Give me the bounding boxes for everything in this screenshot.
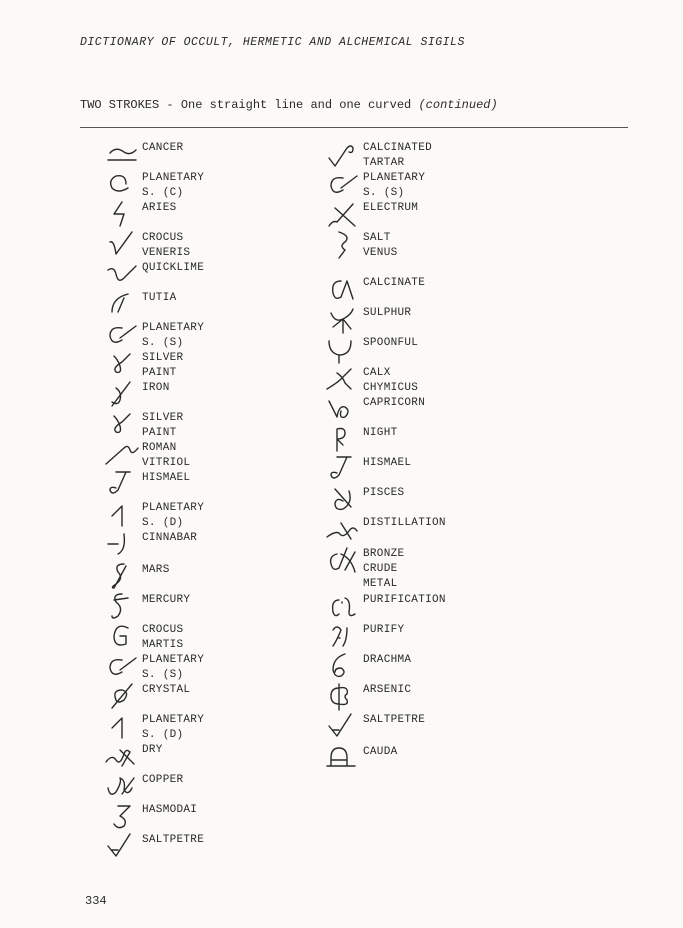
- sigil-label: CINNABAR: [142, 532, 198, 544]
- purify-sigil-icon: [323, 620, 363, 650]
- sigil-entry: [102, 620, 183, 653]
- sigil-entry: [102, 228, 190, 261]
- sigil-entry: [323, 228, 398, 261]
- calcinated-tartar-sigil-icon: [323, 138, 363, 168]
- sigil-entry: [102, 168, 204, 201]
- sigil-label: PURIFICATION: [363, 594, 446, 606]
- sigil-entry: [102, 408, 183, 441]
- sigil-label: MERCURY: [142, 594, 191, 606]
- sigil-label: CROCUS MARTIS: [142, 624, 184, 651]
- planetary-s-sigil-icon: [102, 650, 142, 680]
- spoonful-sigil-icon: [323, 333, 363, 363]
- dry-sigil-icon: [102, 740, 142, 770]
- sigil-label: ROMAN VITRIOL: [142, 442, 191, 469]
- drachma-sigil-icon: [323, 650, 363, 680]
- subheading-continued: (continued): [418, 98, 498, 112]
- sigil-entry: [323, 198, 418, 228]
- sigil-entry: [323, 453, 411, 483]
- planetary-d-sigil-icon: [102, 710, 142, 740]
- sigil-label: DRY: [142, 744, 163, 756]
- sigil-entry: [102, 740, 163, 770]
- sigil-label: SILVER PAINT: [142, 412, 184, 439]
- crystal-sigil-icon: [102, 680, 142, 710]
- sulphur-sigil-icon: [323, 303, 363, 333]
- sigil-entry: [323, 303, 411, 333]
- purification-sigil-icon: [323, 590, 363, 620]
- iron-sigil-icon: [102, 378, 142, 408]
- saltpetre-sigil-icon: [102, 830, 142, 860]
- sigil-label: SULPHUR: [363, 307, 412, 319]
- sigil-entry: [102, 468, 190, 498]
- subheading-text: TWO STROKES - One straight line and one curved: [80, 98, 419, 112]
- aries-sigil-icon: [102, 198, 142, 228]
- mars-sigil-icon: [102, 560, 142, 590]
- sigil-label: CALX CHYMICUS: [363, 367, 419, 394]
- planetary-s-sigil-icon: [323, 168, 363, 198]
- sigil-entry: [102, 198, 177, 228]
- sigil-label: HISMAEL: [363, 457, 412, 469]
- electrum-sigil-icon: [323, 198, 363, 228]
- sigil-entry: [323, 483, 404, 513]
- sigil-entry: [323, 333, 418, 363]
- sigil-entry: [323, 363, 418, 396]
- bronze-sigil-icon: [323, 544, 363, 574]
- sigil-label: PLANETARY S. (D): [142, 714, 205, 741]
- sigil-entry: [323, 650, 411, 680]
- sigil-entry: [323, 590, 446, 620]
- crocus-veneris-sigil-icon: [102, 228, 142, 258]
- sigil-entry: [102, 590, 190, 620]
- sigil-entry: [102, 680, 190, 710]
- sigil-label: PLANETARY S. (S): [142, 322, 205, 349]
- cancer-sigil-icon: [102, 138, 142, 168]
- sigil-label: HASMODAI: [142, 804, 198, 816]
- sigil-label: SALTPETRE: [363, 714, 426, 726]
- pisces-sigil-icon: [323, 483, 363, 513]
- sigil-entry: [323, 742, 398, 772]
- sigil-label: CANCER: [142, 142, 184, 154]
- sigil-label: PLANETARY S. (S): [142, 654, 205, 681]
- sigil-entry: [102, 710, 204, 743]
- sigil-entry: [102, 258, 204, 288]
- capricorn-sigil-icon: [323, 393, 363, 423]
- sigil-label: PISCES: [363, 487, 405, 499]
- sigil-entry: [323, 423, 398, 453]
- sigil-label: NIGHT: [363, 427, 398, 439]
- sigil-label: QUICKLIME: [142, 262, 205, 274]
- sigil-entry: [102, 650, 204, 683]
- calcinate-sigil-icon: [323, 273, 363, 303]
- sigil-entry: [102, 438, 190, 471]
- tutia-sigil-icon: [102, 288, 142, 318]
- sigil-entry: [102, 138, 183, 168]
- cinnabar-sigil-icon: [102, 528, 142, 558]
- sigil-label: CROCUS VENERIS: [142, 232, 191, 259]
- section-subheading: [80, 98, 498, 112]
- arsenic-sigil-icon: [323, 680, 363, 710]
- sigil-label: SILVER PAINT: [142, 352, 184, 379]
- sigil-label: PLANETARY S. (S): [363, 172, 426, 199]
- sigil-label: PLANETARY S. (C): [142, 172, 205, 199]
- quicklime-sigil-icon: [102, 258, 142, 288]
- sigil-label: SALT VENUS: [363, 232, 398, 259]
- sigil-label: PURIFY: [363, 624, 405, 636]
- sigil-label: BRONZE CRUDE METAL: [363, 548, 405, 590]
- sigil-entry: [323, 273, 425, 303]
- calx-chymicus-sigil-icon: [323, 363, 363, 393]
- sigil-label: CAPRICORN: [363, 397, 426, 409]
- sigil-entry: [102, 560, 170, 590]
- sigil-entry: [102, 800, 197, 830]
- sigil-label: DRACHMA: [363, 654, 412, 666]
- sigil-entry: [102, 498, 204, 531]
- sigil-entry: [323, 393, 425, 423]
- silver-paint-sigil-icon: [102, 348, 142, 378]
- sigil-label: CRYSTAL: [142, 684, 191, 696]
- distillation-sigil-icon: [323, 513, 363, 543]
- sigil-label: ARIES: [142, 202, 177, 214]
- horizontal-rule: [80, 127, 628, 128]
- sigil-label: CAUDA: [363, 746, 398, 758]
- roman-vitriol-sigil-icon: [102, 438, 142, 468]
- sigil-label: ARSENIC: [363, 684, 412, 696]
- sigil-entry: [102, 288, 177, 318]
- sigil-label: SPOONFUL: [363, 337, 419, 349]
- sigil-entry: [102, 770, 183, 800]
- sigil-label: PLANETARY S. (D): [142, 502, 205, 529]
- crocus-martis-sigil-icon: [102, 620, 142, 650]
- cauda-sigil-icon: [323, 742, 363, 772]
- sigil-entry: [102, 830, 204, 860]
- silver-paint-sigil-icon: [102, 408, 142, 438]
- running-header: DICTIONARY OF OCCULT, HERMETIC AND ALCHEMICAL SIGILS: [80, 36, 465, 49]
- night-sigil-icon: [323, 423, 363, 453]
- sigil-entry: [102, 318, 204, 351]
- sigil-label: TUTIA: [142, 292, 177, 304]
- sigil-label: CALCINATED TARTAR: [363, 142, 433, 169]
- sigil-label: SALTPETRE: [142, 834, 205, 846]
- sigil-entry: [323, 710, 425, 740]
- planetary-c-sigil-icon: [102, 168, 142, 198]
- sigil-entry: [102, 378, 170, 408]
- page-number: 334: [85, 894, 107, 908]
- sigil-label: DISTILLATION: [363, 517, 446, 529]
- copper-sigil-icon: [102, 770, 142, 800]
- sigil-label: MARS: [142, 564, 170, 576]
- hismael-sigil-icon: [323, 453, 363, 483]
- sigil-entry: [323, 544, 404, 592]
- sigil-entry: [323, 168, 425, 201]
- sigil-label: COPPER: [142, 774, 184, 786]
- saltpetre-sigil-icon: [323, 710, 363, 740]
- sigil-label: HISMAEL: [142, 472, 191, 484]
- salt-venus-sigil-icon: [323, 228, 363, 258]
- sigil-label: IRON: [142, 382, 170, 394]
- sigil-label: CALCINATE: [363, 277, 426, 289]
- planetary-s-sigil-icon: [102, 318, 142, 348]
- sigil-entry: [323, 680, 411, 710]
- sigil-entry: [323, 513, 446, 543]
- sigil-entry: [323, 620, 404, 650]
- sigil-label: ELECTRUM: [363, 202, 419, 214]
- hismael-sigil-icon: [102, 468, 142, 498]
- mercury-sigil-icon: [102, 590, 142, 620]
- hasmodai-sigil-icon: [102, 800, 142, 830]
- sigil-entry: [102, 528, 197, 558]
- sigil-entry: [102, 348, 183, 381]
- sigil-entry: [323, 138, 432, 171]
- planetary-d-sigil-icon: [102, 498, 142, 528]
